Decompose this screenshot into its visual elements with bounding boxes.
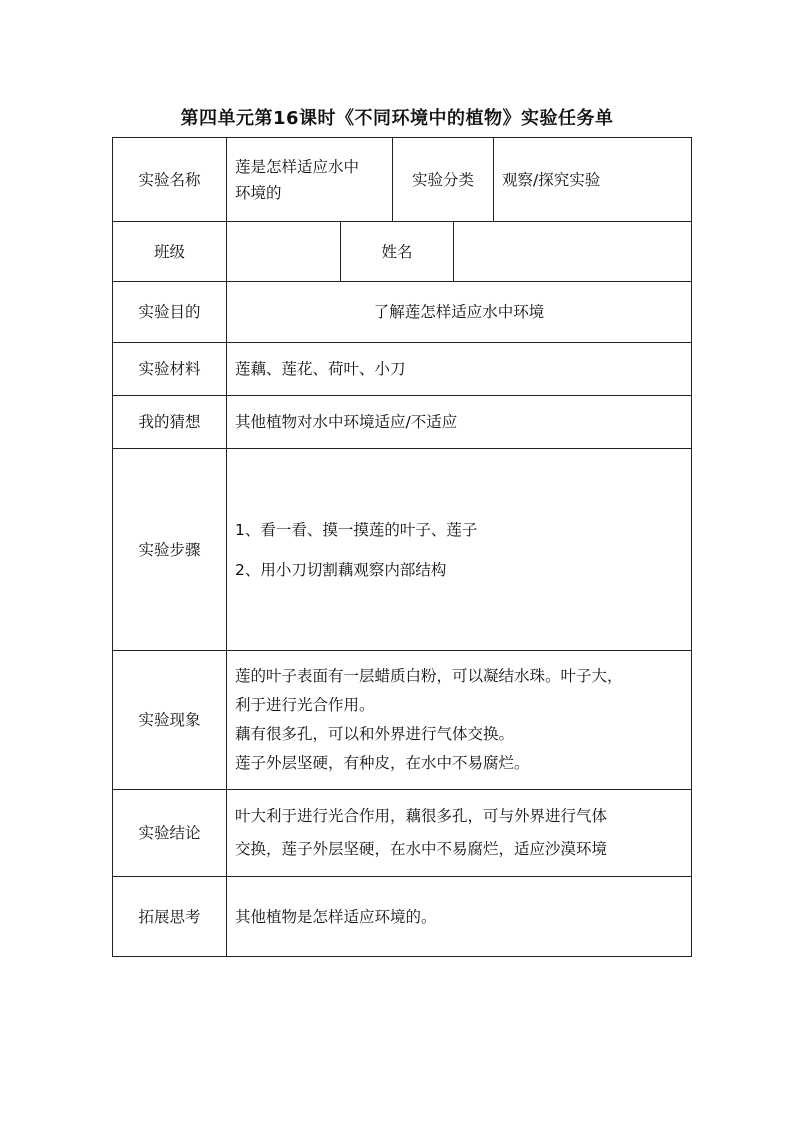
conclusion-value [227, 790, 692, 877]
student-name-value [454, 222, 692, 282]
guess-value: 其他植物对水中环境适应/不适应 [227, 396, 692, 449]
experiment-name-value [227, 138, 393, 222]
row-extension [113, 877, 692, 957]
row-phenomenon [113, 651, 692, 790]
row-purpose [113, 282, 692, 343]
purpose-value: 了解莲怎样适应水中环境 [227, 282, 692, 343]
purpose-label: 实验目的 [113, 282, 227, 343]
step-2: 2、用小刀切割藕观察内部结构 [235, 560, 447, 579]
conclusion-line-1: 叶大利于进行光合作用，藕很多孔，可与外界进行气体 [235, 807, 608, 825]
row-materials [113, 343, 692, 396]
experiment-task-table [112, 137, 692, 957]
phenomenon-line-3: 藕有很多孔，可以和外界进行气体交换。 [235, 725, 515, 743]
class-value [227, 222, 341, 282]
extension-value: 其他植物是怎样适应环境的。 [227, 877, 692, 957]
experiment-name-line-1: 莲是怎样适应水中 [235, 157, 360, 176]
document-title: 第四单元第16课时《不同环境中的植物》实验任务单 [180, 108, 614, 129]
phenomenon-label: 实验现象 [113, 651, 227, 790]
materials-label: 实验材料 [113, 343, 227, 396]
row-guess [113, 396, 692, 449]
experiment-category-value: 观察/探究实验 [494, 138, 692, 222]
conclusion-label: 实验结论 [113, 790, 227, 877]
extension-label: 拓展思考 [113, 877, 227, 957]
experiment-category-label: 实验分类 [393, 138, 494, 222]
row-class-name [113, 222, 692, 282]
steps-label: 实验步骤 [113, 449, 227, 651]
student-name-label: 姓名 [341, 222, 454, 282]
phenomenon-line-1: 莲的叶子表面有一层蜡质白粉，可以凝结水珠。叶子大， [235, 667, 623, 685]
experiment-name-label: 实验名称 [113, 138, 227, 222]
phenomenon-line-4: 莲子外层坚硬，有种皮，在水中不易腐烂。 [235, 754, 530, 772]
row-experiment-name [113, 138, 692, 222]
phenomenon-line-2: 利于进行光合作用。 [235, 696, 375, 714]
materials-value: 莲藕、莲花、荷叶、小刀 [227, 343, 692, 396]
experiment-name-line-2: 环境的 [235, 183, 282, 202]
row-steps [113, 449, 692, 651]
step-1: 1、看一看、摸一摸莲的叶子、莲子 [235, 520, 478, 539]
guess-label: 我的猜想 [113, 396, 227, 449]
row-conclusion [113, 790, 692, 877]
steps-value [227, 449, 692, 651]
class-label: 班级 [113, 222, 227, 282]
conclusion-line-2: 交换，莲子外层坚硬，在水中不易腐烂，适应沙漠环境 [235, 840, 608, 858]
phenomenon-value [227, 651, 692, 790]
